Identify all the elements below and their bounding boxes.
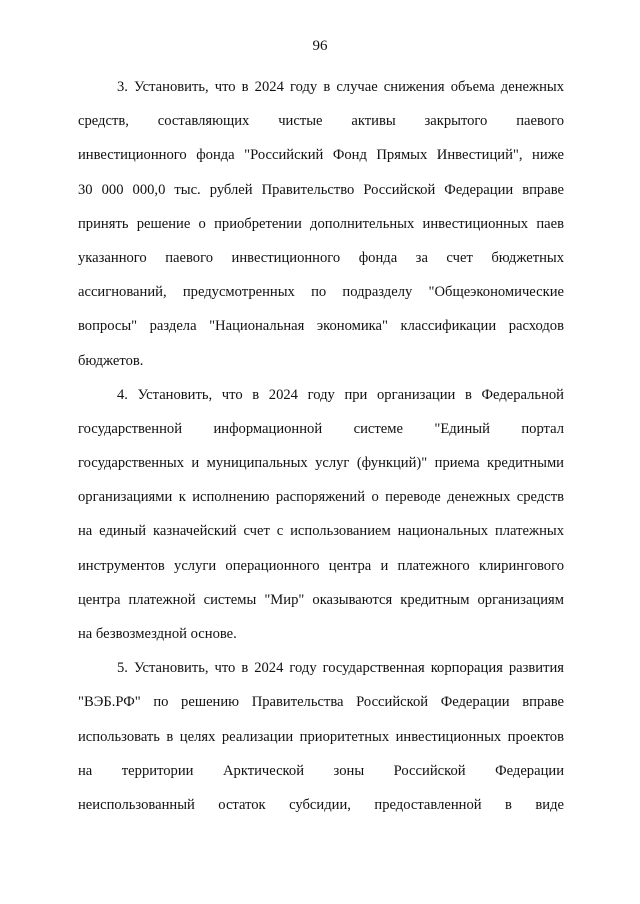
text-line: принять решение о приобретении дополнительных инвестиционных паев	[78, 215, 564, 232]
paragraph-3	[78, 70, 564, 378]
text-line: ассигнований, предусмотренных по подразделу "Общеэкономические	[78, 284, 564, 301]
text-line: на безвозмездной основе.	[78, 626, 237, 642]
page-number: 96	[312, 38, 328, 54]
text-line: 4. Установить, что в 2024 году при организации в Федеральной	[117, 386, 564, 403]
text-line: указанного паевого инвестиционного фонда за счет бюджетных	[78, 249, 564, 266]
text-line: на территории Арктической зоны Российской Федерации	[78, 762, 564, 779]
text-line: 5. Установить, что в 2024 году государственная корпорация развития	[117, 660, 564, 677]
text-line: инвестиционного фонда "Российский Фонд Прямых Инвестиций", ниже	[78, 147, 564, 164]
text-line: на единый казначейский счет с использованием национальных платежных	[78, 523, 564, 540]
paragraph-5	[78, 651, 564, 822]
text-line: "ВЭБ.РФ" по решению Правительства Российской Федерации вправе	[78, 694, 564, 711]
text-line: 3. Установить, что в 2024 году в случае снижения объема денежных	[117, 79, 564, 95]
text-line: 30 000 000,0 тыс. рублей Правительство Российской Федерации вправе	[78, 181, 564, 198]
text-line: неиспользованный остаток субсидии, предоставленной в виде	[78, 796, 564, 813]
text-line: вопросы" раздела "Национальная экономика" классификации расходов	[78, 318, 564, 335]
text-line: организациями к исполнению распоряжений о переводе денежных средств	[78, 489, 564, 506]
text-line: бюджетов.	[78, 352, 144, 369]
document-body	[78, 70, 564, 822]
text-line: государственной информационной системе "Единый портал	[78, 420, 564, 437]
text-line: государственных и муниципальных услуг (функций)" приема кредитными	[78, 455, 564, 472]
paragraph-4	[78, 378, 564, 652]
text-line: инструментов услуги операционного центра и платежного клирингового	[78, 557, 564, 574]
text-line: использовать в целях реализации приоритетных инвестиционных проектов	[78, 728, 564, 745]
text-line: центра платежной системы "Мир" оказываются кредитным организациям	[78, 591, 564, 608]
text-line: средств, составляющих чистые активы закрытого паевого	[78, 113, 564, 130]
